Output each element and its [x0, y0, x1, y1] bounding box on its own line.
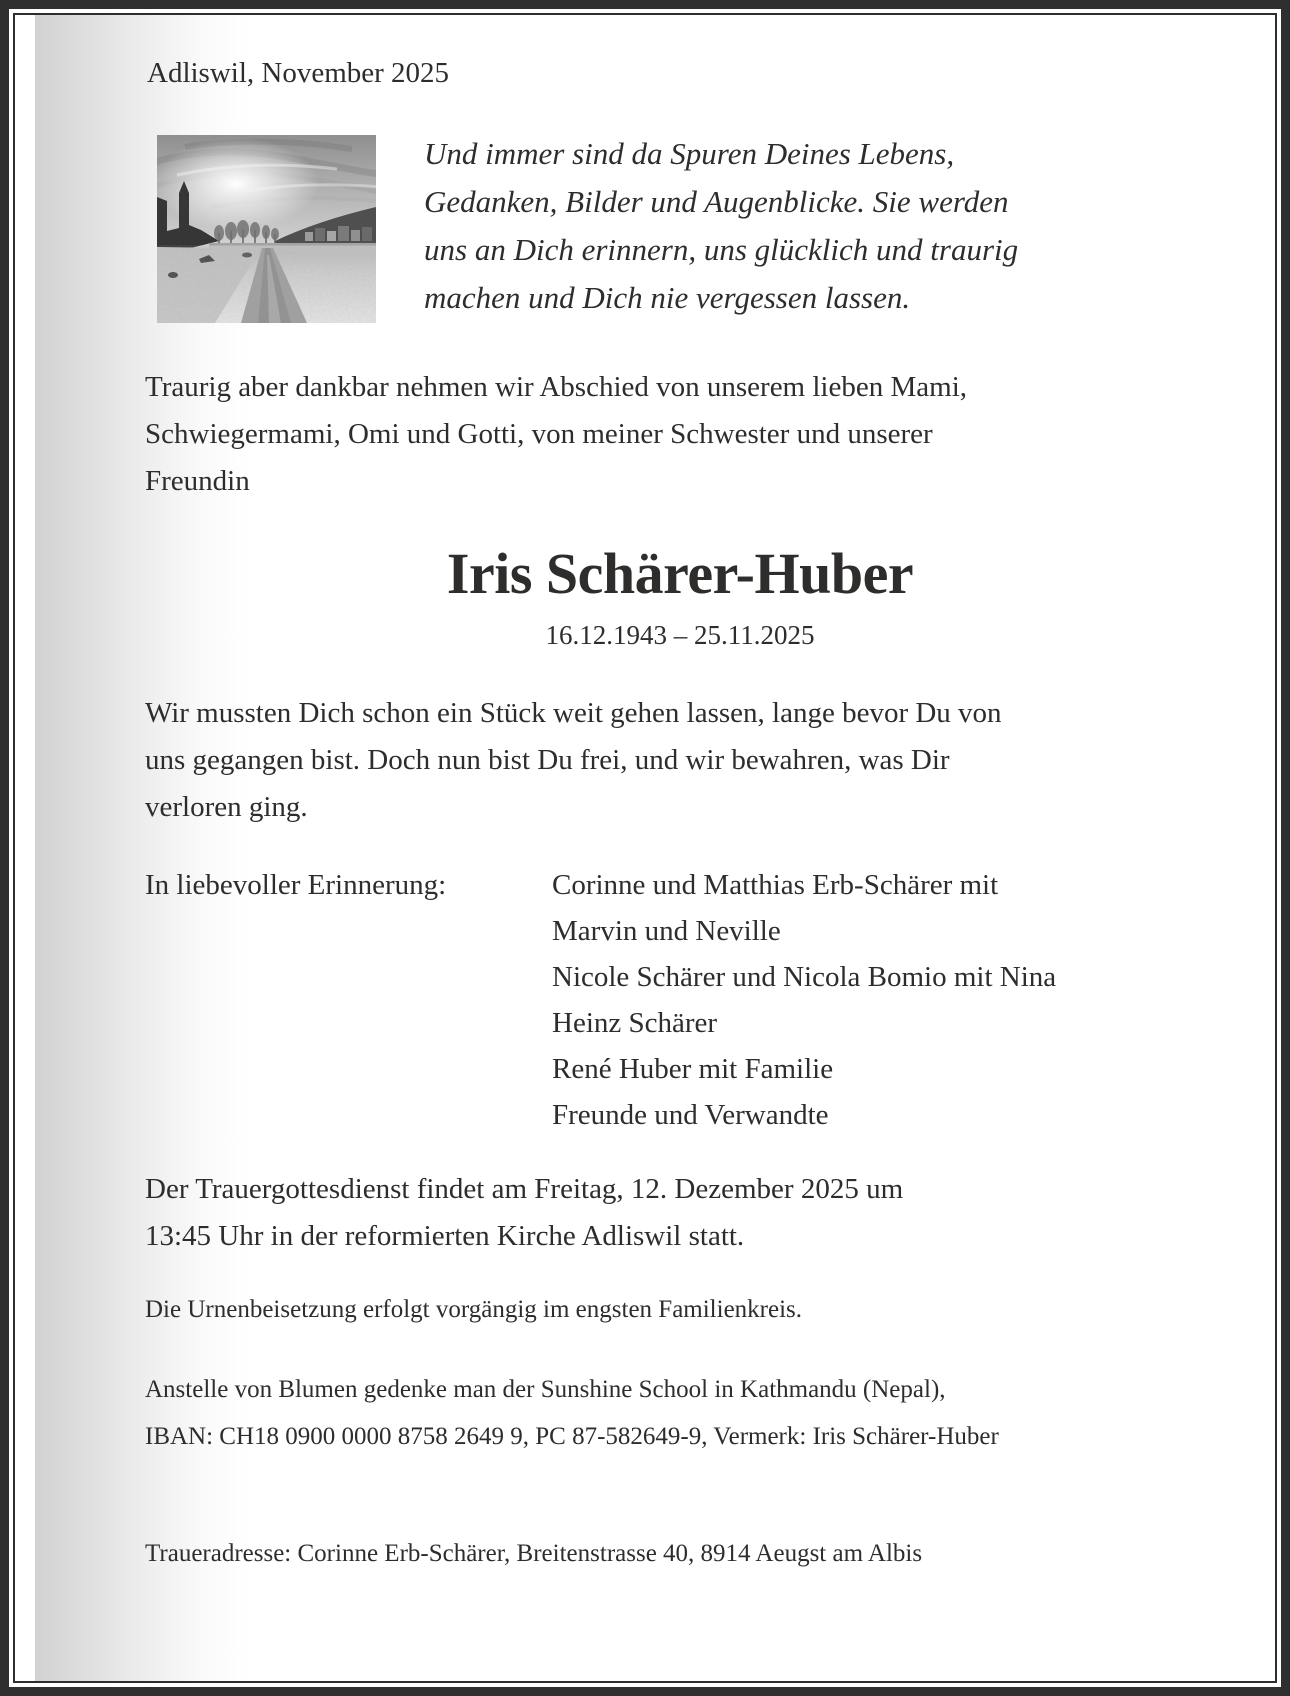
- mourner-line: Heinz Schärer: [552, 1007, 718, 1039]
- mourner-line: Nicole Schärer und Nicola Bomio mit Nina: [552, 961, 1057, 993]
- remembrance-label: In liebevoller Erinnerung:: [145, 869, 447, 901]
- service-line: Der Trauergottesdienst findet am Freitag, 12. Dezember 2025 um: [145, 1173, 904, 1205]
- mourner-line: Freunde und Verwandte: [552, 1099, 829, 1131]
- epitaph-verse-line: Gedanken, Bilder und Augenblicke. Sie werden: [424, 184, 1009, 219]
- epitaph-verse-line: machen und Dich nie vergessen lassen.: [424, 280, 911, 315]
- epitaph-verse-line: uns an Dich erinnern, uns glücklich und traurig: [424, 232, 1019, 267]
- farewell-line: Wir mussten Dich schon ein Stück weit gehen lassen, lange bevor Du von: [145, 697, 1002, 729]
- mourners-list: [552, 862, 1056, 1138]
- dateline: Adliswil, November 2025: [147, 57, 450, 89]
- farewell-line: uns gegangen bist. Doch nun bist Du frei, und wir bewahren, was Dir: [145, 744, 950, 776]
- memorial-photo: [157, 135, 376, 323]
- service-line: 13:45 Uhr in der reformierten Kirche Adliswil statt.: [145, 1220, 745, 1252]
- mourner-line: Corinne und Matthias Erb-Schärer mit: [552, 869, 999, 901]
- intro-line: Freundin: [145, 465, 250, 497]
- mourner-line: René Huber mit Familie: [552, 1053, 834, 1085]
- epitaph-verse: [424, 130, 1018, 322]
- intro-line: Schwiegermami, Omi und Gotti, von meiner Schwester und unserer: [145, 418, 933, 450]
- donation-line: IBAN: CH18 0900 0000 8758 2649 9, PC 87-582649-9, Vermerk: Iris Schärer-Huber: [145, 1423, 999, 1450]
- intro-line: Traurig aber dankbar nehmen wir Abschied von unserem lieben Mami,: [145, 371, 967, 403]
- photo-snow-texture: [157, 245, 376, 323]
- life-dates: 16.12.1943 – 25.11.2025: [545, 620, 815, 650]
- intro-paragraph: [145, 364, 967, 505]
- urn-info: Die Urnenbeisetzung erfolgt vorgängig im engsten Familienkreis.: [145, 1296, 803, 1323]
- service-info: [145, 1166, 903, 1260]
- donation-info: [145, 1366, 999, 1460]
- epitaph-verse-line: Und immer sind da Spuren Deines Lebens,: [424, 136, 955, 171]
- mourning-address: Traueradresse: Corinne Erb-Schärer, Breitenstrasse 40, 8914 Aeugst am Albis: [145, 1540, 923, 1567]
- farewell-paragraph: [145, 690, 1002, 831]
- farewell-line: verloren ging.: [145, 791, 308, 823]
- deceased-name: Iris Schärer-Huber: [446, 541, 914, 606]
- mourner-line: Marvin und Neville: [552, 915, 781, 947]
- donation-line: Anstelle von Blumen gedenke man der Sunshine School in Kathmandu (Nepal),: [145, 1376, 946, 1403]
